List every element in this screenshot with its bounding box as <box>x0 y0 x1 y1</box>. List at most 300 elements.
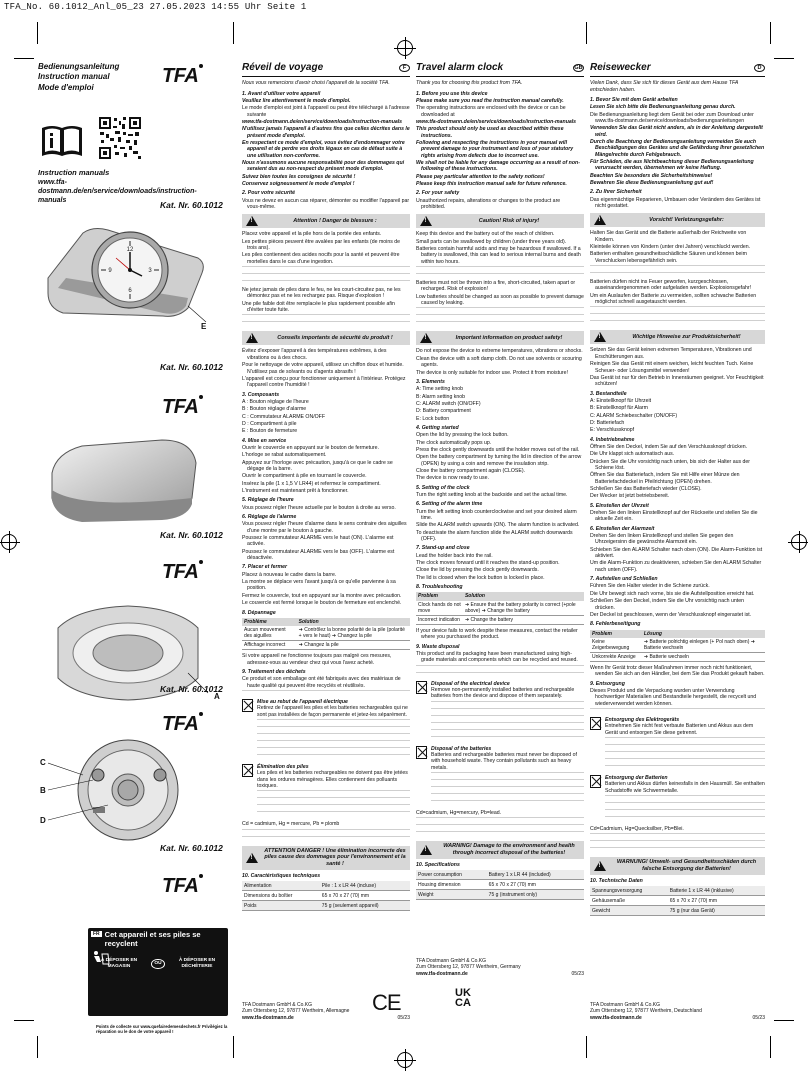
title-en: Instruction manual <box>38 72 110 82</box>
fr-bin1-text: Retirez de l'appareil les piles et les batteries rechargeables qui ne sont pas installées de façon permanente et jetez-les séparément. <box>257 705 408 718</box>
fr-s8-text: Si votre appareil ne fonctionne toujours pas malgré ces mesures, adressez-vous au vendeur chez qui vous l'avez acheté. <box>242 653 392 666</box>
fr-notice-item: L'appareil est conçu pour fonctionner uniquement à l'intérieur. Protégez l'appareil contre l'humidité ! <box>242 375 406 389</box>
table-row <box>242 626 410 641</box>
table-row <box>416 880 584 890</box>
registration-mark <box>397 1052 413 1068</box>
de-step: Schließen Sie das Batteriefach wieder (CLOSE). <box>590 486 702 492</box>
de-language-badge: D <box>754 64 765 72</box>
warning-icon <box>246 853 258 863</box>
table-row <box>590 638 765 653</box>
label-b: B <box>40 786 46 795</box>
de-spec-table <box>590 886 765 916</box>
de-component: D: Batteriefach <box>590 419 625 426</box>
de-section-9: 9. Entsorgung <box>590 680 625 687</box>
footer-website-link[interactable]: www.tfa-dostmann.de <box>590 1014 642 1021</box>
german-column <box>590 62 765 916</box>
fr-section-6: 6. Réglage de l'alarme <box>242 514 297 521</box>
table-row <box>590 896 765 906</box>
notice-icon <box>246 333 258 343</box>
tfa-logo: TFA <box>162 64 203 88</box>
en-s5-text: Turn the right setting knob at the backside and set the actual time. <box>416 492 568 498</box>
footer-company: TFA Dostmann GmbH & Co.KG <box>416 958 487 964</box>
recycle-option-center: À DÉPOSER EN DÉCHÈTERIE <box>178 958 216 970</box>
en-warning2-box <box>416 841 584 858</box>
fr-s7-item: La montre se déplace vers l'avant jusqu'à ce qu'elle parvienne à sa position. <box>242 579 396 592</box>
en-s6-item: Slide the ALARM switch upwards (ON). The alarm function is activated. <box>416 522 580 529</box>
crossed-bin-icon <box>416 681 427 694</box>
en-manual-link[interactable]: www.tfa-dostmann.de/en/service/downloads/instruction-manuals <box>416 118 577 125</box>
en-s8-text: If your device fails to work despite these measures, contact the retailer where you purchased the product. <box>416 627 578 641</box>
fr-notice-item: Évitez d'exposer l'appareil à des températures extrêmes, à des vibrations ou à des chocs. <box>242 348 387 361</box>
de-section-4: 4. Inbetriebnahme <box>590 436 635 443</box>
de-component: E: Verschlussknopf <box>590 427 635 434</box>
product-image-closed-clock <box>42 428 202 528</box>
table-cell: Affichage incorrect <box>242 641 297 650</box>
fr-component: E : Bouton de fermeture <box>242 428 298 435</box>
fr-notice-text: Conseils importants de sécurité du produit ! <box>277 335 393 342</box>
en-warning-box <box>416 214 584 228</box>
de-notice-box <box>590 330 765 344</box>
crossed-bin-icon <box>242 764 253 777</box>
manual-book-icon <box>40 120 84 160</box>
en-s1-item: Please keep this instruction manual safe for future reference. <box>416 181 567 187</box>
notice-icon <box>594 332 606 342</box>
de-step: Öffnen Sie das Batteriefach, indem Sie mit Hilfe einer Münze den Batteriefachdeckel in Pfeilrichtung (OPEN) drehen. <box>590 472 740 485</box>
fr-s1-item: Veuillez lire attentivement le mode d'emploi. <box>242 97 351 104</box>
de-s9-text: Dieses Produkt und die Verpackung wurden unter Verwendung hochwertiger Materialien und Bestandteile hergestellt, die recycelt und wiederverwendet werden können. <box>590 687 757 707</box>
recycle-or: OU <box>151 959 164 969</box>
catalog-number: Kat. Nr. 60.1012 <box>160 530 223 540</box>
en-warning2-text: WARNING! Damage to the environment and health through incorrect disposal of the batteries! <box>443 843 575 857</box>
fr-s1-item: N'utilisez jamais l'appareil à d'autres fins que celles décrites dans le présent mode d'emploi. <box>242 126 410 139</box>
en-section-1: 1. Before you use this device <box>416 90 488 97</box>
table-cell: 65 x 70 x 27 (70) mm <box>487 880 584 890</box>
table-header: Problem <box>590 630 642 638</box>
en-section-9: 9. Waste disposal <box>416 643 460 650</box>
table-header: Solution <box>463 592 584 600</box>
en-s2-text: Unauthorized repairs, alterations or changes to the product are prohibited. <box>416 197 561 211</box>
de-manual-link[interactable]: Die Bedienungsanleitung liegt dem Gerät bei oder zum Download unter www.tfa-dostmann.de/service/downloads/bedienungsanleitungen <box>590 111 754 124</box>
french-column <box>242 62 410 911</box>
de-warning2-text: WARNUNG! Umwelt- und Gesundheitsschäden durch falsche Entsorgung der Batterien! <box>616 859 757 873</box>
table-cell: Keine Zeigerbewegung <box>590 638 642 653</box>
de-bin1-title: Entsorgung des Elektrogeräts <box>605 716 680 723</box>
fr-notice-box <box>242 331 410 345</box>
table-cell: Weight <box>416 890 487 900</box>
recycle-title: Cet appareil et ses piles se recyclent <box>104 930 201 948</box>
qr-code-icon <box>98 116 142 160</box>
table-row <box>590 906 765 916</box>
manual-url-link[interactable]: www.tfa-dostmann.de/en/service/downloads/instruction-manuals <box>38 179 197 205</box>
table-cell: ➜ Change the battery <box>463 615 584 624</box>
de-section-10: 10. Technische Daten <box>590 877 643 884</box>
catalog-number: Kat. Nr. 60.1012 <box>160 843 223 853</box>
catalog-number: Kat. Nr. 60.1012 <box>160 362 223 372</box>
en-bin2-text: Batteries and rechargeable batteries must never be disposed of with household waste. They contain pollutants such as heavy metals. <box>431 751 577 771</box>
table-cell: Unkorrekte Anzeige <box>590 652 642 661</box>
footer-address: Zum Ottersberg 12, 97877 Wertheim, Allemagne <box>242 1008 350 1015</box>
fr-section-8: 8. Dépannage <box>242 609 276 616</box>
fr-component: C : Commutateur ALARME ON/OFF <box>242 413 326 420</box>
label-d: D <box>40 816 46 825</box>
table-cell: Battery 1 x LR 44 (included) <box>487 870 584 880</box>
fr-s1-item: Conservez soigneusement le mode d'emploi ! <box>242 181 355 187</box>
label-a: A <box>214 692 220 701</box>
recycle-option-store: À DÉPOSER EN MAGASIN <box>100 958 138 970</box>
table-row <box>590 652 765 661</box>
de-s1-item: Verwenden Sie das Gerät nicht anders, als in der Anleitung dargestellt wird. <box>590 125 763 138</box>
fr-step: Ouvrir le couvercle en appuyant sur le bouton de fermeture. <box>242 444 379 451</box>
de-s1-item: Durch die Beachtung der Bedienungsanleitung vermeiden Sie auch Beschädigungen des Gerätes und die Gefährdung Ihrer gesetzlichen Mängelrechte durch Fehlgebrauch. <box>590 138 765 158</box>
de-step: Der Wecker ist jetzt betriebsbereit. <box>590 493 670 500</box>
crop-mark <box>586 1036 587 1058</box>
fr-section-3: 3. Composants <box>242 391 280 398</box>
table-cell: 75 g (instrument only) <box>487 890 584 900</box>
en-s1-item: Following and respecting the instructions in your manual will prevent damage to your instrument and loss of your statutory rights arising from defects due to incorrect use. <box>416 139 574 159</box>
de-notice-item: Das Gerät ist nur für den Betrieb in Innenräumen geeignet. Vor Feuchtigkeit schützen! <box>590 374 764 388</box>
en-component: E: Lock button <box>416 415 450 422</box>
table-header: Solution <box>297 618 410 626</box>
en-section-8: 8. Troubleshooting <box>416 584 463 591</box>
footer-date: 05/23 <box>397 1014 410 1021</box>
de-step: Die Uhr klappt sich automatisch aus. <box>590 451 675 458</box>
table-cell: 65 x 70 x 27 (70) mm <box>668 896 765 906</box>
fr-notice-item: Pour le nettoyage de votre appareil, utilisez un chiffon doux et humide. N'utilisez pas de solvants ou d'agents abrasifs ! <box>242 362 404 375</box>
table-row <box>242 891 410 901</box>
fr-s1-item: Suivez bien toutes les consignes de sécurité ! <box>242 173 356 180</box>
de-s7-item: Der Deckel ist geschlossen, wenn der Verschlussknopf eingerastet ist. <box>590 611 752 618</box>
english-column <box>416 62 584 900</box>
en-intro: Thank you for choosing this product from TFA. <box>416 80 523 87</box>
table-row <box>242 901 410 911</box>
de-s7-item: Führen Sie den Halter wieder in die Schiene zurück. <box>590 583 710 590</box>
de-section-3: 3. Bestandteile <box>590 390 627 397</box>
warning-icon <box>594 861 606 871</box>
de-section-8: 8. Fehlerbeseitigung <box>590 621 641 628</box>
fr-title: Réveil de voyage <box>242 62 324 73</box>
de-section-6: 6. Einstellen der Alarmzeit <box>590 525 655 532</box>
fr-s1-item: Nous n'assumons aucune responsabilité pour des dommages qui seraient dus au non-respect du présent mode d'emploi. <box>242 159 405 173</box>
product-image-open-clock <box>38 218 208 338</box>
en-footer <box>416 958 584 977</box>
table-cell: Housing dimension <box>416 880 487 890</box>
fr-section-4: 4. Mise en service <box>242 437 287 444</box>
de-intro: Vielen Dank, dass Sie sich für dieses Gerät aus dem Hause TFA entschieden haben. <box>590 80 739 93</box>
en-section-10: 10. Specifications <box>416 861 460 868</box>
fr-component: A : Bouton réglage de l'heure <box>242 398 309 405</box>
footer-company: TFA Dostmann GmbH & Co.KG <box>242 1002 313 1008</box>
table-cell: Spannungsversorgung <box>590 886 668 896</box>
fr-warning-text: Attention ! Danger de blessure : <box>293 218 377 225</box>
en-warn-item: Small parts can be swallowed by children (under three years old). <box>416 238 567 245</box>
fr-s1-item: Le mode d'emploi est joint à l'appareil ou peut être téléchargé à l'adresse suivante <box>242 105 410 118</box>
table-cell: 65 x 70 x 27 (70) mm <box>320 891 410 901</box>
table-row <box>590 886 765 896</box>
fr-section-7: 7. Placer et fermer <box>242 564 287 571</box>
en-heavy-metals: Cd=cadmium, Hg=mercury, Pb=lead. <box>416 809 502 816</box>
fr-bin2-title: Élimination des piles <box>257 763 309 770</box>
svg-text:9: 9 <box>108 268 112 274</box>
fr-section-1: 1. Avant d'utiliser votre appareil <box>242 90 321 97</box>
de-notice-item: Setzen Sie das Gerät keinen extremen Temperaturen, Vibrationen und Erschütterungen aus. <box>590 347 752 360</box>
fr-s9-text: Ce produit et son emballage ont été fabriqués avec des matériaux de haute qualité qui peuvent être recyclés et réutilisés. <box>242 676 401 689</box>
de-s1-item: Beachten Sie besonders die Sicherheitshinweise! <box>590 172 713 179</box>
en-device-disposal <box>416 681 584 743</box>
en-s6-item: To deactivate the alarm function slide the ALARM switch downwards (OFF). <box>416 529 573 543</box>
de-bin2-text: Batterien und Akkus dürfen keinesfalls in den Hausmüll. Sie enthalten Schadstoffe wie Schwermetalle. <box>605 781 765 794</box>
table-cell: Gehäusemaße <box>590 896 668 906</box>
en-s1-item: We shall not be liable for any damage occurring as a result of non-following of these instructions. <box>416 159 580 173</box>
en-step: Press the clock gently downwards until the holder moves out of the rail. <box>416 446 580 453</box>
en-warn-item: Low batteries should be changed as soon as possible to prevent damage caused by leaking. <box>416 293 584 307</box>
fr-step: Appuyez sur l'horloge avec précaution, jusqu'à ce que le cadre se dégage de la barre. <box>242 459 393 472</box>
de-warn-item: Um ein Auslaufen der Batterie zu vermeiden, sollten schwache Batterien möglichst schnell ausgetauscht werden. <box>590 292 757 306</box>
crop-mark <box>14 58 34 59</box>
footer-date: 05/23 <box>571 970 584 977</box>
fr-s7-item: Le couvercle est fermé lorsque le bouton de fermeture est enclenché. <box>242 600 402 607</box>
en-s1-item: Please make sure you read the instruction manual carefully. <box>416 97 564 104</box>
table-cell: ➜ Changez la pile <box>297 641 410 650</box>
registration-mark <box>791 534 807 550</box>
de-battery-disposal <box>590 775 765 823</box>
de-section-5: 5. Einstellen der Uhrzeit <box>590 502 649 509</box>
table-cell: Pile : 1 x LR 44 (incluse) <box>320 881 410 891</box>
fr-manual-link[interactable]: www.tfa-dostmann.de/en/service/downloads/instruction-manuals <box>242 118 403 125</box>
en-s7-item: Close the lid by pressing the clock gently downwards. <box>416 567 539 574</box>
fr-intro: Nous vous remercions d'avoir choisi l'appareil de la société TFA. <box>242 80 390 87</box>
catalog-number: Kat. Nr. 60.1012 <box>160 200 223 210</box>
de-s7-item: Schließen Sie den Deckel, indem Sie die Uhr vorsichtig nach unten drücken. <box>590 598 744 611</box>
fr-language-badge: F <box>399 64 410 72</box>
en-notice-item: Do not expose the device to extreme temperatures, vibrations or shocks. <box>416 348 583 355</box>
table-cell: Dimensions du boîtier <box>242 891 320 901</box>
de-s8-text: Wenn Ihr Gerät trotz dieser Maßnahmen immer noch nicht funktioniert, wenden Sie sich an den Händler, bei dem Sie das Produkt gekauft haben. <box>590 664 765 678</box>
en-troubleshooting-table <box>416 592 584 624</box>
en-battery-disposal <box>416 746 584 807</box>
recycle-footer: Points de collecte sur www.quefairedemesdechets.fr Privilégiez la réparation ou le don de votre appareil ! <box>96 1024 228 1035</box>
en-component: C: ALARM switch (ON/OFF) <box>416 400 481 407</box>
en-section-7: 7. Stand-up and close <box>416 545 470 552</box>
de-title: Reisewecker <box>590 62 651 73</box>
ce-mark: CE <box>372 990 401 1015</box>
de-s1-item: Lesen Sie sich bitte die Bedienungsanleitung genau durch. <box>590 104 736 111</box>
warning-icon <box>420 845 432 855</box>
fr-bin1-title: Mise au rebut de l'appareil électrique <box>257 698 348 705</box>
svg-text:12: 12 <box>126 247 134 253</box>
de-s1-item: Für Schäden, die aus Nichtbeachtung dieser Bedienungsanleitung verursacht werden, übernehmen wir keine Haftung. <box>590 158 754 172</box>
fr-step: L'instrument est maintenant prêt à fonctionner. <box>242 488 349 494</box>
de-component: C: ALARM Schiebeschalter (ON/OFF) <box>590 412 678 419</box>
en-section-5: 5. Setting of the clock <box>416 484 470 491</box>
fr-section-9: 9. Traitement des déchets <box>242 668 306 675</box>
table-cell: 75 g (nur das Gerät) <box>668 906 765 916</box>
crop-mark <box>233 1036 234 1058</box>
fr-spec-table <box>242 881 410 911</box>
table-cell: Poids <box>242 901 320 911</box>
manual-label: Instruction manuals <box>38 168 110 177</box>
table-row <box>242 641 410 650</box>
fr-bin2-text: Les piles et les batteries rechargeables ne doivent pas être jetées dans les ordures ménagères. Elles contiennent des polluants toxiques. <box>257 770 408 789</box>
en-bin1-text: Remove non-permanently installed batteries and rechargeable batteries from the device and dispose of them separately. <box>431 686 575 700</box>
fr-warn-item: Les piles contiennent des acides nocifs pour la santé et peuvent être mortelles dans le cas d'une ingestion. <box>242 252 400 265</box>
table-cell: 75 g (seulement appareil) <box>320 901 410 911</box>
fr-heavy-metals: Cd = cadmium, Hg = mercure, Pb = plomb <box>242 821 340 828</box>
de-warning2-box <box>590 857 765 874</box>
fr-s6-item: Vous pouvez régler l'heure d'alarme dans le sens contraire des aiguilles d'une montre par le bouton à gauche. <box>242 521 407 534</box>
en-section-6: 6. Setting of the alarm time <box>416 501 483 508</box>
notice-icon <box>420 333 432 343</box>
fr-step: Ouvrir le compartiment à pile en tournant le couvercle. <box>242 473 367 480</box>
de-s1-item: Bewahren Sie diese Bedienungsanleitung gut auf! <box>590 180 714 186</box>
en-warn-item: Batteries contain harmful acids and may be hazardous if swallowed. If a battery is swallowed, this can lead to serious internal burns and death within two hours. <box>416 246 581 265</box>
fr-step: Insérez la pile (1 x 1,5 V LR44) et refermez le compartiment. <box>242 480 381 487</box>
country-badge: FR <box>93 931 100 937</box>
de-bin2-title: Entsorgung der Batterien <box>605 775 668 781</box>
table-row <box>242 881 410 891</box>
footer-address: Zum Ottersberg 12, 97877 Wertheim, Deutschland <box>590 1008 702 1015</box>
fr-warn-item: Une pile faible doit être remplacée le plus rapidement possible afin d'éviter toute fuite. <box>242 300 395 314</box>
footer-company: TFA Dostmann GmbH & Co.KG <box>590 1002 661 1008</box>
footer-date: 05/23 <box>752 1014 765 1021</box>
de-component: A: Einstellknopf für Uhrzeit <box>590 397 652 404</box>
de-heavy-metals: Cd=Cadmium, Hg=Quecksilber, Pb=Blei. <box>590 826 684 833</box>
table-row <box>416 601 584 616</box>
en-step: Close the battery compartment again (CLOSE). <box>416 467 525 474</box>
tfa-logo: TFA <box>162 712 203 736</box>
product-image-back-view <box>48 735 198 845</box>
fr-s1-item: En respectant ce mode d'emploi, vous évitez d'endommager votre appareil et de perdre vos droits légaux en cas de défaut suite à une utilisation non-conforme. <box>242 139 405 159</box>
de-section-1: 1. Bevor Sie mit dem Gerät arbeiten <box>590 96 678 103</box>
label-e: E <box>201 322 207 331</box>
warning-icon <box>594 215 606 225</box>
fr-s6-item: Poussez le commutateur ALARME vers le bas (OFF). L'alarme est désactivée. <box>242 548 395 562</box>
recycling-info-box <box>88 928 228 1016</box>
catalog-number: Kat. Nr. 60.1012 <box>160 684 223 694</box>
crop-mark <box>774 1020 794 1021</box>
de-device-disposal <box>590 717 765 772</box>
table-cell: Batterie 1 x LR 44 (inklusive) <box>668 886 765 896</box>
ukca-mark: UK CA <box>455 987 471 1010</box>
fr-s7-item: Fermez le couvercle, tout en appuyant sur la montre avec précaution. <box>242 592 402 599</box>
crop-mark <box>770 1036 771 1058</box>
en-title: Travel alarm clock <box>416 62 504 73</box>
en-component: D: Battery compartment <box>416 408 471 415</box>
fr-battery-disposal <box>242 764 410 818</box>
de-section-2: 2. Zu Ihrer Sicherheit <box>590 189 642 196</box>
de-warning-text: Vorsicht! Verletzungsgefahr: <box>649 217 724 224</box>
de-step: Öffnen Sie den Deckel, indem Sie auf den Verschlussknopf drücken. <box>590 443 748 450</box>
de-section-7: 7. Aufstellen und Schließen <box>590 576 658 583</box>
table-cell: Power consumption <box>416 870 487 880</box>
fr-section-2: 2. Pour votre sécurité <box>242 190 296 197</box>
table-cell: ➜ Contrôlez la bonne polarité de la pile (polarité + vers le haut) ➜ Changez la pile <box>297 626 410 641</box>
svg-text:3: 3 <box>148 268 152 274</box>
footer-website-link[interactable]: www.tfa-dostmann.de <box>416 970 468 977</box>
triman-person-icon <box>92 950 110 966</box>
en-step: The device is now ready to use. <box>416 475 489 482</box>
table-row <box>416 615 584 624</box>
fr-step: L'horloge se rabat automatiquement. <box>242 452 327 459</box>
en-s7-item: Lead the holder back into the rail. <box>416 552 493 559</box>
en-s1-item: Please pay particular attention to the safety notices! <box>416 173 545 180</box>
table-cell: ➜ Ensure that the battery polarity is correct (+pole above) ➜ Change the battery <box>463 601 584 616</box>
de-step: Drücken Sie die Uhr vorsichtig nach unten, bis sich der Halter aus der Schiene löst. <box>590 458 751 471</box>
table-cell: Alimentation <box>242 881 320 891</box>
tfa-logo: TFA <box>162 560 203 584</box>
crossed-bin-icon <box>590 717 601 730</box>
en-section-2: 2. For your safety <box>416 190 460 197</box>
fr-s6-item: Poussez le commutateur ALARME vers le haut (ON). L'alarme est activée. <box>242 535 394 548</box>
registration-mark <box>1 534 17 550</box>
crop-mark <box>14 1020 34 1021</box>
table-cell: Clock hands do not move <box>416 601 463 616</box>
print-header-line: TFA_No. 60.1012_Anl_05_23 27.05.2023 14:55 Uhr Seite 1 <box>4 2 307 12</box>
fr-section-5: 5. Réglage de l'heure <box>242 497 294 504</box>
crossed-bin-icon <box>416 746 427 759</box>
de-notice-item: Reinigen Sie das Gerät mit einem weichen, leicht feuchten Tuch. Keine Scheuer- oder Lösungsmittel verwenden! <box>590 361 754 374</box>
fr-component: B : Bouton réglage d'alarme <box>242 406 307 413</box>
footer-address: Zum Ottersberg 12, 97877 Wertheim, Germany <box>416 964 521 971</box>
de-bin1-text: Entnehmen Sie nicht fest verbaute Batterien und Akkus aus dem Gerät und entsorgen Sie diese getrennt. <box>605 723 754 736</box>
crossed-bin-icon <box>590 775 601 788</box>
de-s7-item: Die Uhr bewegt sich nach vorne, bis sie die Aufstellposition erreicht hat. <box>590 590 755 597</box>
en-step: Open the lid by pressing the lock button. <box>416 432 509 439</box>
en-component: B: Alarm setting knob <box>416 393 466 400</box>
en-step: Open the battery compartment by turning the lid in direction of the arrow (OPEN) by using a coin and remove the insulation strip. <box>416 454 582 467</box>
en-s1-item: This product should only be used as described within these instructions. <box>416 126 564 139</box>
fr-warning2-text: ATTENTION DANGER ! Une élimination incorrecte des piles cause des dommages pour l'environnement et la santé ! <box>264 847 406 868</box>
fr-footer <box>242 1002 410 1021</box>
en-warning-text: Caution! Risk of injury! <box>478 218 540 225</box>
fr-troubleshooting-table <box>242 618 410 650</box>
table-cell: Incorrect indication <box>416 615 463 624</box>
table-row <box>416 890 584 900</box>
en-section-3: 3. Elements <box>416 378 445 385</box>
warning-icon <box>420 216 432 226</box>
de-warn-item: Batterien dürfen nicht ins Feuer geworfen, kurzgeschlossen, auseinandergenommen oder aufgeladen werden. Explosionsgefahr! <box>590 279 752 292</box>
footer-website-link[interactable]: www.tfa-dostmann.de <box>242 1014 294 1021</box>
crop-mark <box>37 22 38 44</box>
table-cell: ➜ Batterie polrichtig einlegen (+ Pol nach oben) ➜ Batterie wechseln <box>642 638 765 653</box>
de-component: B: Einstellknopf für Alarm <box>590 405 648 412</box>
title-de: Bedienungsanleitung <box>38 62 120 71</box>
en-s7-item: The lid is closed when the lock button is locked in place. <box>416 574 545 581</box>
en-language-badge: GB <box>574 65 583 72</box>
table-cell: Aucun mouvement des aiguilles <box>242 626 297 641</box>
en-s6-item: Turn the left setting knob counterclockwise and set your desired alarm time. <box>416 508 577 522</box>
warning-icon <box>246 216 258 226</box>
fr-warn-item: Ne jetez jamais de piles dans le feu, ne les court-circuitez pas, ne les démontez pas et ne les rechargez pas. Risque d'explosion ! <box>242 287 401 300</box>
de-troubleshooting-table <box>590 630 765 662</box>
fr-component: D : Compartiment à pile <box>242 420 297 427</box>
table-header: Lösung <box>642 630 765 638</box>
table-row <box>416 870 584 880</box>
en-s1-item: The operating instructions are enclosed with the device or can be downloaded at <box>416 105 566 118</box>
en-bin1-title: Disposal of the electrical device <box>431 680 510 687</box>
de-s6-item: Schieben Sie den ALARM Schalter nach oben (ON). Die Alarm-Funktion ist aktiviert. <box>590 546 763 560</box>
de-s5-text: Drehen Sie den linken Einstellknopf auf der Rückseite und stellen Sie die aktuelle Zeit ein. <box>590 510 758 523</box>
en-bin2-title: Disposal of the batteries <box>431 745 492 752</box>
en-notice-item: Clean the device with a soft damp cloth. Do not use solvents or scouring agents. <box>416 355 582 369</box>
table-cell: Gewicht <box>590 906 668 916</box>
label-c: C <box>40 758 46 767</box>
en-notice-item: The device is only suitable for indoor use. Protect it from moisture! <box>416 369 568 376</box>
en-spec-table <box>416 870 584 900</box>
en-notice-text: Important information on product safety! <box>455 335 563 342</box>
fr-warn-item: Placez votre appareil et la pile hors de la portée des enfants. <box>242 231 382 238</box>
crop-mark <box>586 22 587 44</box>
de-warn-item: Kleinteile können von Kindern (unter drei Jahren) verschluckt werden. <box>590 244 751 251</box>
